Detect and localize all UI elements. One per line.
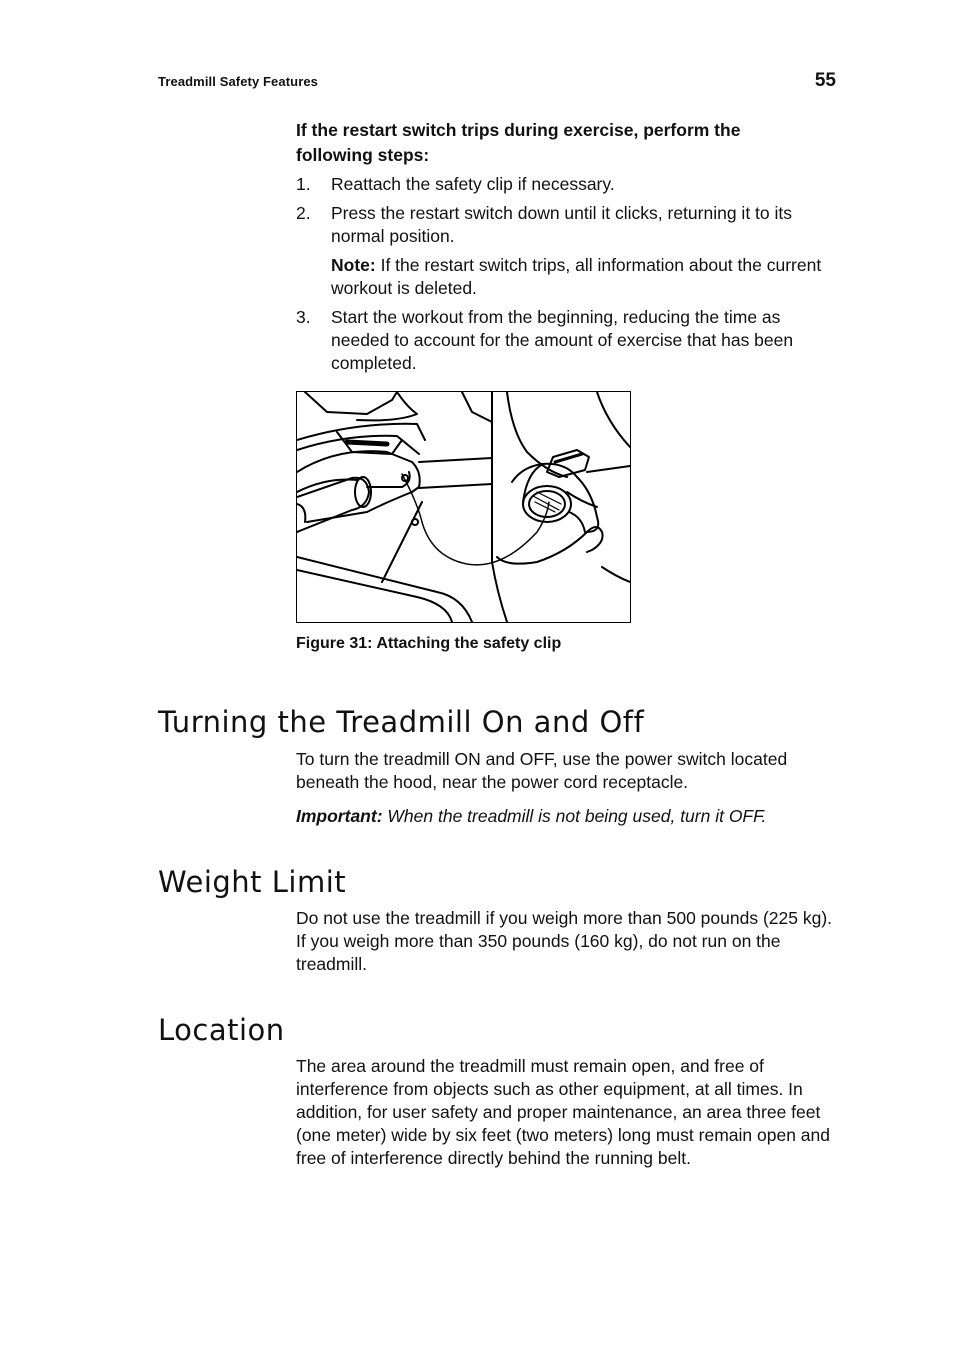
important-note bbox=[296, 805, 841, 828]
procedure-title: If the restart switch trips during exercise, perform the following steps: bbox=[296, 120, 741, 165]
weight-limit-body: Do not use the treadmill if you weigh more than 500 pounds (225 kg). If you weigh more than 350 pounds (160 kg), do not run on the treadmill. bbox=[296, 908, 833, 974]
safety-clip-illustration bbox=[296, 391, 631, 623]
important-label: Important: bbox=[296, 806, 383, 826]
turning-on-off-body: To turn the treadmill ON and OFF, use the power switch located beneath the hood, near the power cord receptacle. bbox=[296, 749, 788, 792]
step-text: Start the workout from the beginning, reducing the time as needed to account for the amount of exercise that has been completed. bbox=[331, 307, 794, 373]
note-text: If the restart switch trips, all information about the current workout is deleted. bbox=[331, 255, 822, 298]
step-note bbox=[331, 254, 836, 300]
important-text: When the treadmill is not being used, turn it OFF. bbox=[382, 806, 767, 826]
page-number: 55 bbox=[814, 70, 836, 91]
location-body: The area around the treadmill must remain open, and free of interference from objects such as other equipment, at all times. In addition, for user safety and proper maintenance, an area three feet (one meter) wide by six feet (two meters) long must remain open and free of interference directly behind the running belt. bbox=[296, 1056, 830, 1168]
step-text: Reattach the safety clip if necessary. bbox=[331, 174, 615, 194]
note-label: Note: bbox=[331, 255, 376, 275]
figure-caption: Figure 31: Attaching the safety clip bbox=[296, 635, 562, 652]
heading-turning-on-off: Turning the Treadmill On and Off bbox=[158, 705, 645, 739]
step-text: Press the restart switch down until it clicks, returning it to its normal position. bbox=[331, 203, 792, 246]
heading-weight-limit: Weight Limit bbox=[158, 865, 347, 899]
step-item bbox=[296, 173, 836, 196]
procedure-steps bbox=[296, 173, 836, 381]
running-head: Treadmill Safety Features bbox=[158, 74, 319, 89]
step-number: 1. bbox=[296, 174, 311, 194]
step-number: 2. bbox=[296, 203, 311, 223]
step-item bbox=[296, 306, 836, 375]
heading-location: Location bbox=[158, 1013, 285, 1047]
step-number: 3. bbox=[296, 307, 311, 327]
step-item bbox=[296, 202, 836, 300]
